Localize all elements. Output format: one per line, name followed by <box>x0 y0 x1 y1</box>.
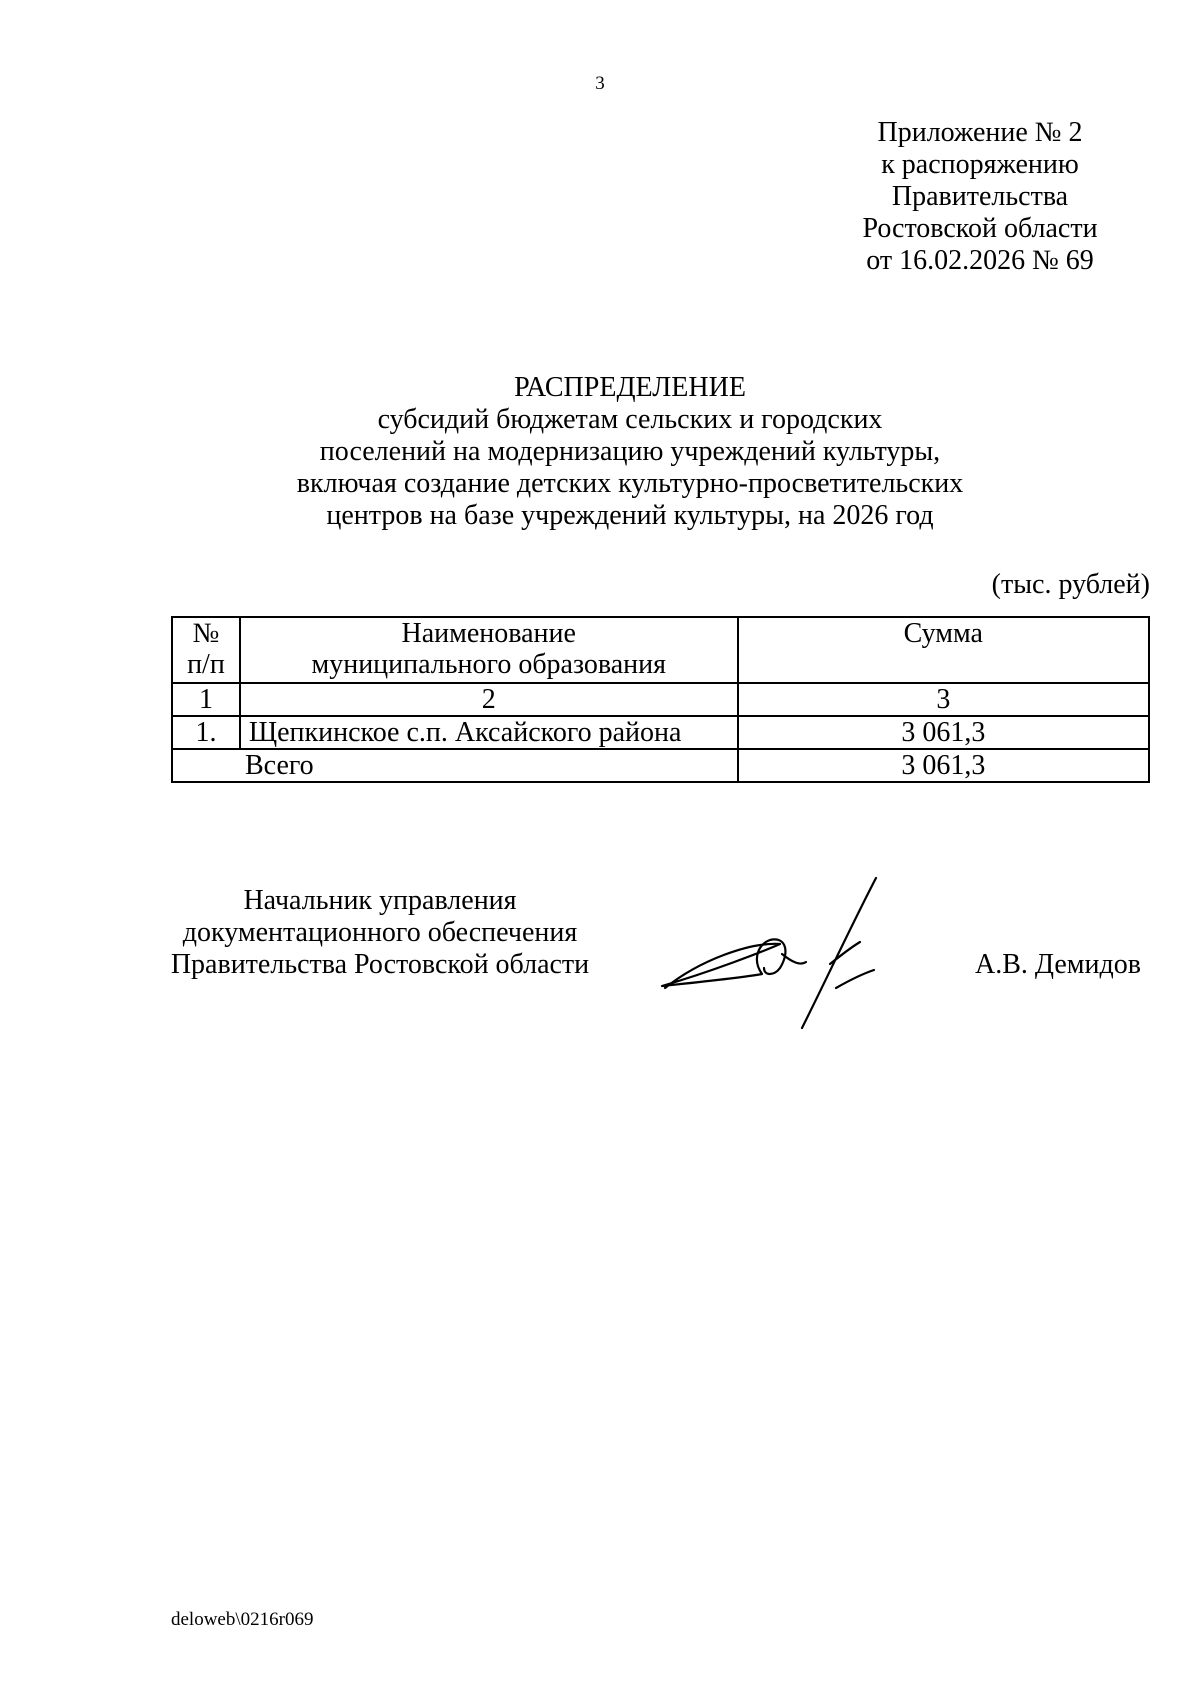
row-sum: 3 061,3 <box>738 716 1149 749</box>
title-line: субсидий бюджетам сельских и городских <box>377 404 883 435</box>
appendix-line: Правительства <box>891 181 1069 212</box>
header-num <box>172 617 240 683</box>
col-number: 2 <box>240 683 738 716</box>
header-name <box>240 617 738 683</box>
total-label: Всего <box>172 749 738 782</box>
footer-code: deloweb\0216r069 <box>171 1609 314 1630</box>
column-numbers-row <box>172 683 1149 716</box>
appendix-line: от 16.02.2026 № 69 <box>866 245 1094 276</box>
signer-title-line: документационного обеспечения <box>182 917 578 948</box>
distribution-table <box>171 616 1150 783</box>
page-number: 3 <box>595 73 605 94</box>
signer-title-line: Начальник управления <box>243 885 517 916</box>
appendix-line: Приложение № 2 <box>877 117 1083 148</box>
row-num: 1. <box>172 716 240 749</box>
appendix-line: к распоряжению <box>881 149 1079 180</box>
header-name-line2: муниципального образования <box>311 649 667 680</box>
handwritten-signature <box>640 860 940 1030</box>
table-header-row <box>172 617 1149 683</box>
col-number: 1 <box>172 683 240 716</box>
title-line: включая создание детских культурно-просветительских <box>296 468 964 499</box>
header-num-line1: № <box>192 618 220 649</box>
signer-title <box>160 885 600 981</box>
title-line: центров на базе учреждений культуры, на 2026 год <box>326 500 934 531</box>
document-title <box>200 372 1060 532</box>
col-number: 3 <box>738 683 1149 716</box>
unit-note: (тыс. рублей) <box>991 569 1150 600</box>
title-line: поселений на модернизацию учреждений культуры, <box>319 436 941 467</box>
table-row <box>172 716 1149 749</box>
row-name: Щепкинское с.п. Аксайского района <box>240 716 738 749</box>
signer-title-line: Правительства Ростовской области <box>170 949 590 980</box>
header-name-line1: Наименование <box>401 618 576 649</box>
appendix-header <box>830 117 1130 277</box>
signer-name: А.В. Демидов <box>975 949 1141 980</box>
title-heading: РАСПРЕДЕЛЕНИЕ <box>514 372 746 403</box>
header-num-line2: п/п <box>187 649 225 680</box>
appendix-line: Ростовской области <box>862 213 1098 244</box>
header-sum: Сумма <box>738 617 1149 683</box>
total-sum: 3 061,3 <box>738 749 1149 782</box>
total-row <box>172 749 1149 782</box>
